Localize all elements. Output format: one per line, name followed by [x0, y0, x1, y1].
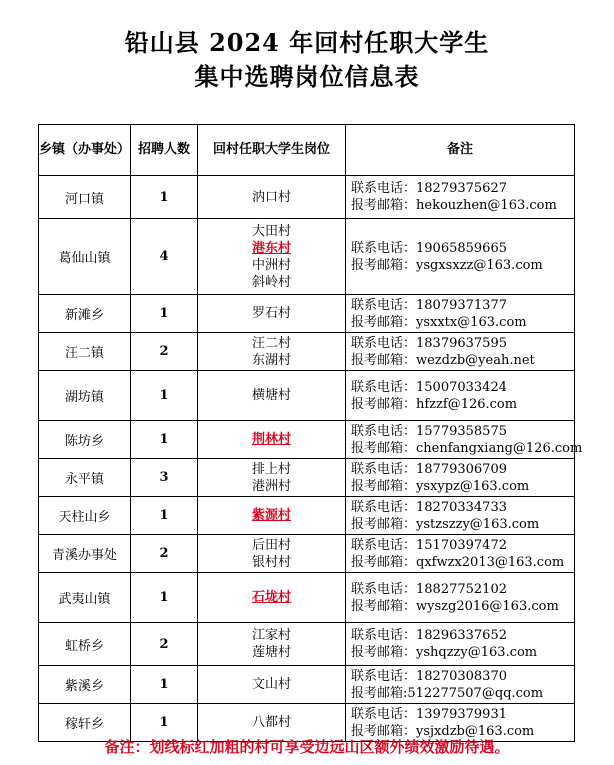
note-cell: [346, 295, 575, 333]
page-title-line1: 铅山县 2024 年回村任职大学生: [124, 28, 490, 57]
village-cell: [198, 176, 346, 219]
village-name: 排上村: [251, 461, 291, 477]
count-cell: 1: [131, 704, 198, 742]
contact-phone: 联系电话：15170397472: [351, 537, 507, 553]
contact-phone: 联系电话：18270308370: [351, 668, 507, 684]
note-cell: [346, 176, 575, 219]
village-name: 汪二村: [251, 335, 291, 351]
village-cell: [198, 497, 346, 535]
contact-email: 报考邮箱：yshqzzy@163.com: [351, 645, 538, 660]
town-cell: 青溪办事处: [39, 535, 131, 573]
recruitment-table: [38, 124, 583, 742]
count-cell: 1: [131, 421, 198, 459]
contact-phone: 联系电话：13979379931: [351, 706, 507, 722]
table-row: [39, 535, 575, 573]
note-cell: [346, 623, 575, 666]
town-cell: 天柱山乡: [39, 497, 131, 535]
village-name-highlighted: 石垅村: [251, 590, 291, 605]
table-row: [39, 459, 575, 497]
village-cell: [198, 623, 346, 666]
village-name: 罗石村: [251, 306, 291, 321]
town-cell: 湖坊镇: [39, 371, 131, 421]
header-town: 乡镇（办事处）: [39, 125, 131, 176]
table-row: [39, 666, 575, 704]
note-cell: [346, 333, 575, 371]
contact-email: 报考邮箱：ysxxtx@163.com: [351, 314, 527, 330]
contact-email: 报考邮箱：wyszg2016@163.com: [351, 598, 559, 614]
town-cell: 虹桥乡: [39, 623, 131, 666]
table-row: [39, 623, 575, 666]
village-name: 文山村: [251, 677, 291, 692]
village-cell: [198, 421, 346, 459]
contact-email: 报考邮箱:512277507@qq.com: [351, 685, 544, 701]
village-name-highlighted: 港东村: [251, 240, 291, 256]
count-cell: 1: [131, 295, 198, 333]
footer-note: 备注：划线标红加粗的村可享受边远山区额外绩效激励待遇。: [104, 738, 510, 756]
town-cell: 稼轩乡: [39, 704, 131, 742]
contact-phone: 联系电话：19065859665: [351, 240, 507, 256]
count-cell: 1: [131, 497, 198, 535]
contact-email: 报考邮箱：wezdzb@yeah.net: [351, 352, 535, 368]
village-name: 斜岭村: [251, 274, 291, 290]
village-name: 后田村: [251, 537, 291, 553]
count-cell: 2: [131, 623, 198, 666]
count-cell: 3: [131, 459, 198, 497]
count-cell: 1: [131, 371, 198, 421]
table-row: [39, 176, 575, 219]
note-cell: [346, 219, 575, 295]
village-name-highlighted: 紫源村: [251, 508, 291, 523]
village-name: 横塘村: [251, 388, 291, 403]
contact-phone: 联系电话：18079371377: [351, 297, 507, 313]
count-cell: 2: [131, 333, 198, 371]
contact-email: 报考邮箱：ystzszzy@163.com: [351, 516, 540, 532]
village-cell: [198, 333, 346, 371]
header-count: 招聘人数: [131, 125, 198, 176]
contact-email: 报考邮箱：hfzzf@126.com: [351, 396, 518, 412]
contact-email: 报考邮箱：qxfwzx2013@163.com: [351, 554, 565, 570]
table-row: [39, 333, 575, 371]
contact-phone: 联系电话：18270334733: [351, 499, 507, 515]
contact-email: 报考邮箱：ysxypz@163.com: [351, 478, 530, 494]
village-name-highlighted: 荆林村: [251, 432, 291, 447]
village-cell: [198, 295, 346, 333]
town-cell: 陈坊乡: [39, 421, 131, 459]
contact-phone: 联系电话：18279375627: [351, 181, 507, 196]
town-cell: 紫溪乡: [39, 666, 131, 704]
town-cell: 葛仙山镇: [39, 219, 131, 295]
count-cell: 1: [131, 176, 198, 219]
count-cell: 1: [131, 666, 198, 704]
village-cell: [198, 459, 346, 497]
note-cell: [346, 459, 575, 497]
village-name: 银村村: [251, 554, 291, 570]
contact-phone: 联系电话：15779358575: [351, 423, 507, 439]
village-cell: [198, 573, 346, 623]
village-cell: [198, 666, 346, 704]
village-name: 汭口村: [251, 189, 291, 205]
village-cell: [198, 371, 346, 421]
contact-phone: 联系电话：18827752102: [351, 581, 507, 597]
note-cell: [346, 497, 575, 535]
village-name: 八都村: [251, 715, 291, 730]
note-cell: [346, 421, 583, 459]
contact-phone: 联系电话：18296337652: [351, 628, 507, 643]
contact-email: 报考邮箱：hekouzhen@163.com: [351, 198, 557, 213]
count-cell: 4: [131, 219, 198, 295]
village-name: 东湖村: [251, 352, 291, 368]
village-name: 莲塘村: [251, 645, 291, 660]
town-cell: 新滩乡: [39, 295, 131, 333]
contact-email: 报考邮箱：ysjxdzb@163.com: [351, 723, 535, 739]
contact-email: 报考邮箱：ysgxsxzz@163.com: [351, 257, 543, 273]
town-cell: 河口镇: [39, 176, 131, 219]
contact-phone: 联系电话：15007033424: [351, 379, 507, 395]
village-name: 港洲村: [251, 478, 291, 494]
table-row: [39, 421, 575, 459]
header-post: 回村任职大学生岗位: [198, 125, 346, 176]
town-cell: 武夷山镇: [39, 573, 131, 623]
village-name: 大田村: [251, 223, 291, 239]
village-cell: [198, 535, 346, 573]
header-note: 备注: [346, 125, 575, 176]
table-row: [39, 573, 575, 623]
page-title-line2: 集中选聘岗位信息表: [194, 62, 420, 91]
table-row: [39, 295, 575, 333]
table-row: [39, 497, 575, 535]
note-cell: [346, 535, 575, 573]
village-cell: [198, 219, 346, 295]
table-row: [39, 219, 575, 295]
note-cell: [346, 573, 575, 623]
contact-phone: 联系电话：18779306709: [351, 461, 507, 477]
village-name: 中洲村: [251, 257, 291, 273]
contact-phone: 联系电话：18379637595: [351, 335, 507, 351]
note-cell: [346, 371, 575, 421]
town-cell: 汪二镇: [39, 333, 131, 371]
count-cell: 2: [131, 535, 198, 573]
contact-email: 报考邮箱：chenfangxiang@126.com: [351, 440, 583, 456]
table-row: [39, 371, 575, 421]
village-name: 江家村: [251, 628, 291, 643]
table-header-row: [39, 125, 575, 176]
count-cell: 1: [131, 573, 198, 623]
table-body: [39, 176, 583, 742]
town-cell: 永平镇: [39, 459, 131, 497]
note-cell: [346, 666, 575, 704]
